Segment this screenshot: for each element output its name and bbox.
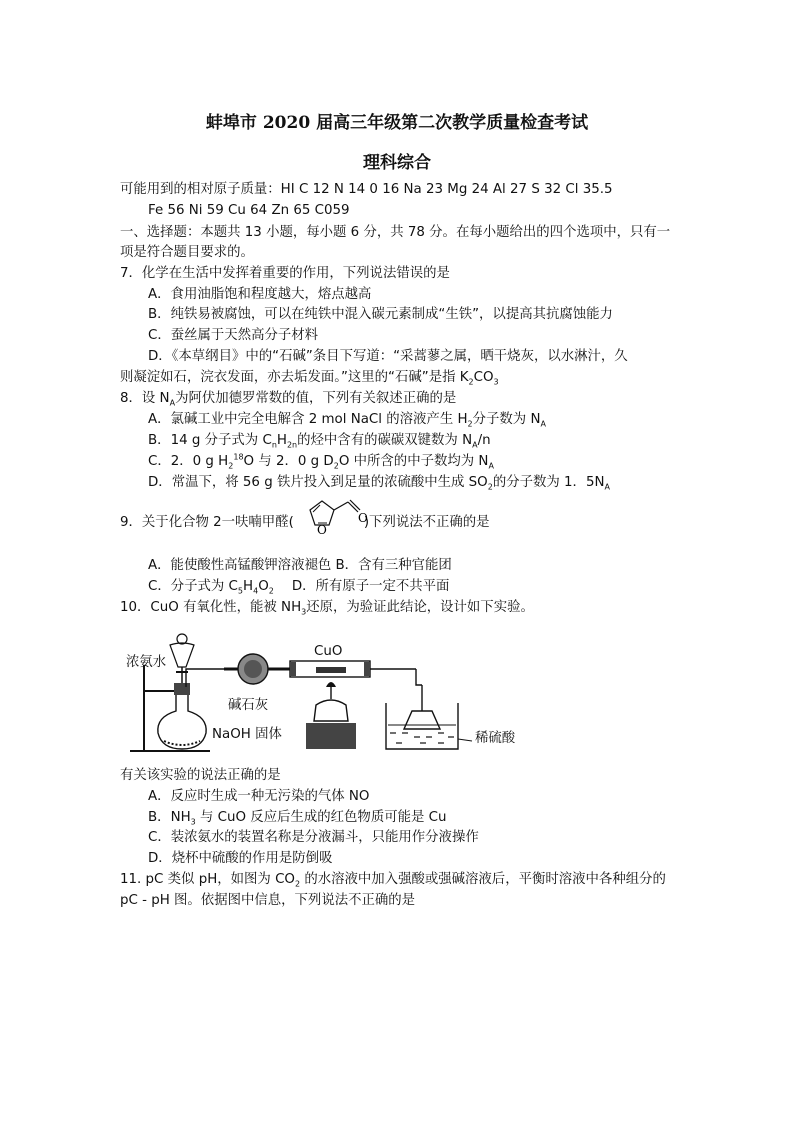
q11-stem-line-2: pC - pH 图。依据图中信息，下列说法不正确的是: [120, 893, 416, 908]
q8-option-b: B．14 g 分子式为 $C_nH_{2n}$的烃中含有的碳碳双键数为 $N_A/n$: [148, 433, 491, 450]
q10-option-a: A．反应时生成一种无污染的气体 NO: [148, 789, 370, 804]
q8-stem: 8．设 $N_A$为阿伏加德罗常数的值，下列有关叙述正确的是: [120, 391, 457, 408]
atomic-masses-line-1: 可能用到的相对原子质量：HI C 12 N 14 0 16 Na 23 Mg 24 Al 27 S 32 Cl 35.5: [120, 182, 613, 197]
q7-option-c: C．蚕丝属于天然高分子材料: [148, 328, 319, 343]
label-dilute-sulfuric-acid: 稀硫酸: [475, 731, 516, 746]
label-cuo: CuO: [314, 644, 343, 659]
q9-stem: 9．关于化合物 2一呋喃甲醛( )下列说法不正确的是: [120, 515, 490, 530]
q9-options-cd: C．分子式为 $C_5H_4O_2$ D．所有原子一定不共平面: [148, 579, 450, 596]
exam-subtitle: 理科综合: [363, 153, 431, 173]
ring-oxygen-label: O: [317, 523, 327, 537]
apparatus-diagram: [120, 625, 490, 753]
q10-option-b: B．$NH_3$ 与 CuO 反应后生成的红色物质可能是 Cu: [148, 810, 447, 827]
q10-option-d: D．烧杯中硫酸的作用是防倒吸: [148, 851, 333, 866]
q7-option-d-line-2: 则凝淀如石，浣衣发面，亦去垢发面。”这里的“石碱”是指 $K_2CO_3$: [120, 370, 499, 387]
q10-option-c: C．装浓氨水的装置名称是分液漏斗，只能用作分液操作: [148, 830, 479, 845]
section-intro-line-2: 项是符合题目要求的。: [120, 245, 254, 260]
section-intro-line-1: 一、选择题：本题共 13 小题，每小题 6 分，共 78 分。在每小题给出的四个选项中，只有一: [120, 225, 671, 240]
label-soda-lime: 碱石灰: [228, 698, 269, 713]
q7-option-b: B．纯铁易被腐蚀，可以在纯铁中混入碳元素制成“生铁”，以提高其抗腐蚀能力: [148, 307, 613, 322]
q10-lead: 有关该实验的说法正确的是: [120, 768, 281, 783]
label-naoh-solid: NaOH 固体: [212, 727, 282, 742]
q7-option-d-line-1: D．《本草纲目》中的“石碱”条目下写道：“采蒿蓼之属，晒干烧灰，以水淋汁，久: [148, 349, 628, 364]
q7-stem: 7．化学在生活中发挥着重要的作用，下列说法错误的是: [120, 266, 450, 281]
q11-stem-line-1: 11. pC 类似 pH，如图为 $CO_2$ 的水溶液中加入强酸或强碱溶液后，平衡时溶液中各种组分的: [120, 872, 666, 889]
q9-options-ab: A．能使酸性高锰酸钾溶液褪色 B．含有三种官能团: [148, 558, 452, 573]
q7-option-a: A．食用油脂饱和程度越大，熔点越高: [148, 287, 372, 302]
acid-solution: [390, 733, 454, 743]
atomic-masses-line-2: Fe 56 Ni 59 Cu 64 Zn 65 C059: [148, 203, 350, 218]
aldehyde-oxygen-label: O: [358, 511, 368, 525]
q8-option-a: A．氯碱工业中完全电解含 2 mol NaCl 的溶液产生 $H_2$分子数为 $N_A$: [148, 412, 546, 429]
label-ammonia: 浓氨水: [126, 655, 167, 670]
furfural-structure: [296, 494, 386, 546]
q8-option-c: C．2．0 g $H_2^{18}O$ 与 2．0 g $D_2O$ 中所含的中子数均为 $N_A$: [148, 452, 494, 471]
q10-stem: 10．CuO 有氧化性，能被 $NH_3$还原，为验证此结论，设计如下实验。: [120, 600, 534, 617]
q8-option-d: D．常温下，将 56 g 铁片投入到足量的浓硫酸中生成 $SO_2$的分子数为 1．$5N_A$: [148, 475, 610, 492]
exam-title: 蚌埠市 2020 届高三年级第二次教学质量检查考试: [205, 113, 589, 133]
